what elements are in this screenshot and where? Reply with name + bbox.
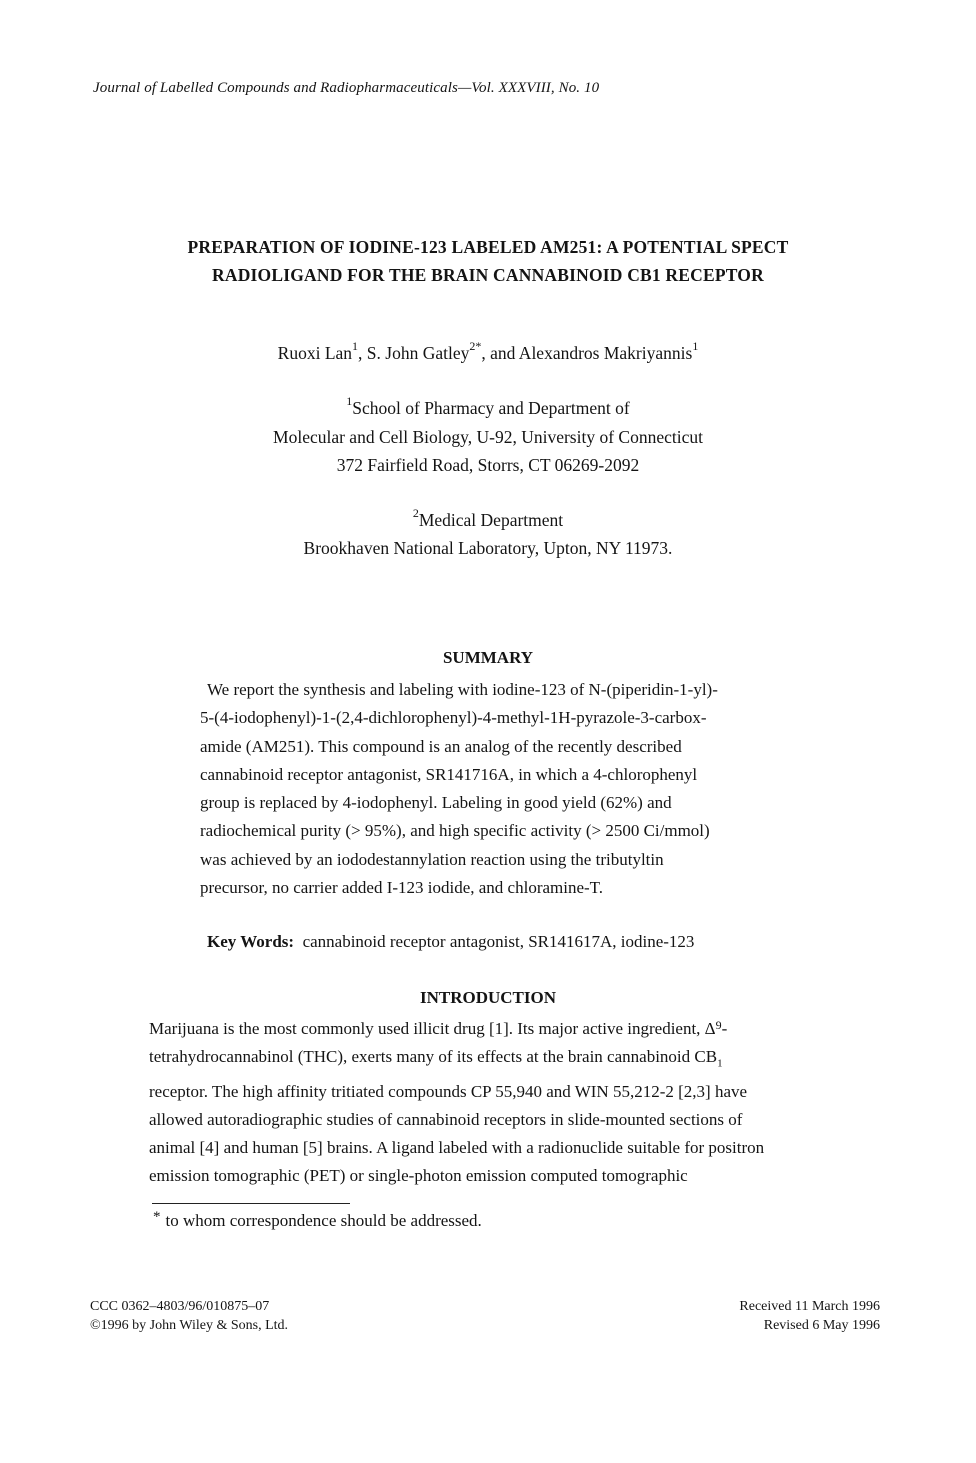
- delta-superscript: 9: [715, 1018, 722, 1032]
- intro-line: emission tomographic (PET) or single-photon emission computed tomographic: [149, 1166, 688, 1186]
- summary-line: amide (AM251). This compound is an analog of the recently described: [200, 736, 682, 756]
- summary-line: group is replaced by 4-iodophenyl. Labeling in good yield (62%) and: [200, 793, 672, 813]
- affiliation-2-marker: 2: [412, 506, 419, 520]
- affiliation-2-text: Medical Department: [418, 510, 564, 530]
- journal-header: Journal of Labelled Compounds and Radiopharmaceuticals—Vol. XXXVIII, No. 10: [93, 80, 600, 96]
- ccc-code: CCC 0362–4803/96/010875–07: [90, 1299, 270, 1314]
- revised-date: Revised 6 May 1996: [763, 1318, 880, 1333]
- intro-line: [149, 1015, 849, 1043]
- paper-title-line-1: PREPARATION OF IODINE-123 LABELED AM251: A POTENTIAL SPECT: [187, 237, 789, 257]
- affiliation-1-line-2: Molecular and Cell Biology, U-92, University of Connecticut: [273, 427, 703, 447]
- summary-line: 5-(4-iodophenyl)-1-(2,4-dichlorophenyl)-4-methyl-1H-pyrazole-3-carbox-: [200, 708, 707, 728]
- author-makriyannis: , and Alexandros Makriyannis: [481, 343, 693, 363]
- summary-line: was achieved by an iododestannylation reaction using the tributyltin: [200, 849, 664, 869]
- introduction-body: [149, 1015, 849, 1191]
- intro-line-1-end: -: [721, 1019, 728, 1038]
- affiliation-1-line-1: [0, 394, 976, 419]
- author-makriyannis-affil: 1: [692, 339, 699, 353]
- affiliation-1-line-3: 372 Fairfield Road, Storrs, CT 06269-2092: [336, 455, 640, 475]
- summary-line: radiochemical purity (> 95%), and high specific activity (> 2500 Ci/mmol): [200, 821, 710, 841]
- introduction-heading: INTRODUCTION: [419, 988, 557, 1007]
- author-gatley-affil: 2*: [469, 339, 482, 353]
- summary-heading: SUMMARY: [442, 648, 534, 667]
- intro-line-1-text: Marijuana is the most commonly used illicit drug [1]. Its major active ingredient, Δ: [149, 1019, 716, 1038]
- author-lan: Ruoxi Lan: [277, 343, 353, 363]
- keywords-text: cannabinoid receptor antagonist, SR141617A, iodine-123: [302, 932, 695, 951]
- affiliation-1-marker: 1: [346, 394, 353, 408]
- summary-body: [200, 676, 790, 902]
- summary-line: cannabinoid receptor antagonist, SR141716A, in which a 4-chlorophenyl: [200, 764, 698, 784]
- intro-line: allowed autoradiographic studies of cannabinoid receptors in slide-mounted sections of: [149, 1110, 743, 1129]
- footnote-divider: [152, 1203, 350, 1204]
- footer-left: [90, 1297, 288, 1335]
- keywords-label: Key Words:: [207, 932, 295, 951]
- received-date: Received 11 March 1996: [739, 1299, 880, 1314]
- footnote-star: *: [153, 1209, 161, 1225]
- paper-title-line-2: RADIOLIGAND FOR THE BRAIN CANNABINOID CB1 RECEPTOR: [212, 265, 764, 285]
- affiliation-1-text: School of Pharmacy and Department of: [352, 398, 630, 418]
- summary-line: precursor, no carrier added I-123 iodide, and chloramine-T.: [200, 878, 604, 898]
- keywords: [207, 932, 694, 952]
- summary-line: We report the synthesis and labeling with iodine-123 of N-(piperidin-1-yl)-: [207, 680, 718, 699]
- author-gatley: , S. John Gatley: [358, 343, 470, 363]
- intro-line: [149, 1043, 849, 1078]
- intro-line: animal [4] and human [5] brains. A ligand labeled with a radionuclide suitable for positron: [149, 1138, 765, 1158]
- affiliation-2-line-2: Brookhaven National Laboratory, Upton, NY 11973.: [303, 538, 673, 558]
- intro-line: receptor. The high affinity tritiated compounds CP 55,940 and WIN 55,212-2 [2,3] have: [149, 1081, 748, 1101]
- author-list: [0, 339, 976, 364]
- footer-right: [739, 1297, 880, 1335]
- cb1-subscript: 1: [717, 1057, 723, 1070]
- footnote: [153, 1211, 482, 1231]
- author-lan-affil: 1: [352, 339, 359, 353]
- copyright: ©1996 by John Wiley & Sons, Ltd.: [90, 1318, 289, 1333]
- affiliation-2-line-1: [0, 506, 976, 531]
- intro-line-2-text: tetrahydrocannabinol (THC), exerts many of its effects at the brain cannabinoid CB: [149, 1047, 718, 1067]
- footnote-text: to whom correspondence should be addressed.: [165, 1211, 482, 1230]
